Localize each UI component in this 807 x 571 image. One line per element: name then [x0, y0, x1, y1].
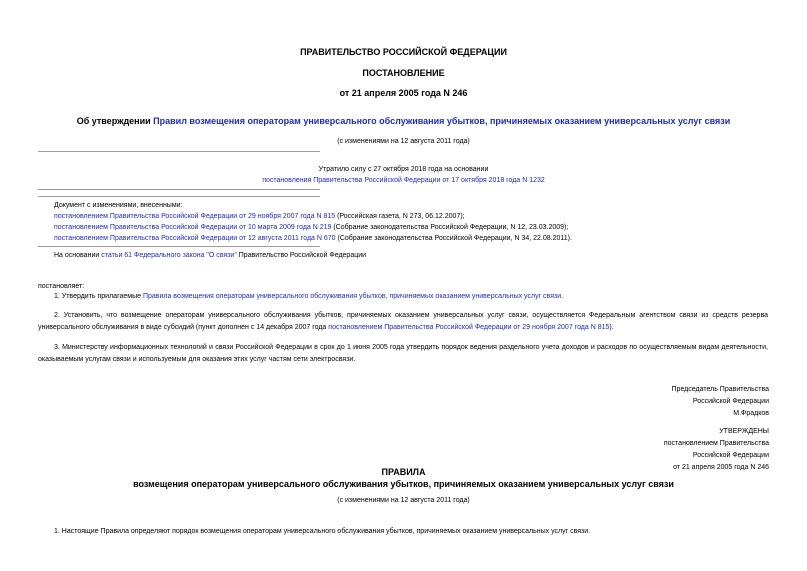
divider: [38, 246, 320, 247]
title-rules-link[interactable]: Правил возмещения операторам универсального обслуживания убытков, причиняемых оказанием универсальных услуг связи: [153, 116, 731, 126]
change-item-link[interactable]: постановлением Правительства Российской Федерации от 10 марта 2009 года N 219: [54, 224, 332, 231]
p2-decree-link[interactable]: постановлением Правительства Российской Федерации от 29 ноября 2007 года N 815: [328, 324, 610, 331]
signature-block: [672, 384, 769, 420]
expired-notice: Утратило силу с 27 октября 2018 года на основании: [318, 166, 489, 173]
signature-line: Российской Федерации: [692, 398, 769, 405]
change-item: [54, 235, 572, 242]
divider: [38, 189, 320, 190]
divider: [38, 151, 320, 152]
change-item: [54, 213, 465, 220]
legal-basis: [54, 252, 366, 259]
change-item-source: (Собрание законодательства Российской Федерации, N 12, 23.03.2009);: [331, 224, 569, 231]
document-title: [0, 116, 807, 126]
changes-intro: Документ с изменениями, внесенными:: [54, 202, 183, 209]
divider: [38, 196, 320, 197]
signature-line: Председатель Правительства: [671, 386, 769, 393]
paragraph-1: [54, 293, 563, 300]
approved-line: постановлением Правительства: [663, 440, 769, 447]
approved-line: от 21 апреля 2005 года N 246: [673, 464, 769, 471]
p3-text: 3. Министерству информационных технологий и связи Российской Федерации в срок до 1 июня 2005 года утвердить порядок ведения раздельного учета доходов и расходов по осуществляемым видам деятельности, оказываемым услугам связи и используемым для оказания этих услуг частям сети электросвязи.: [38, 344, 768, 363]
change-item: [54, 224, 568, 231]
document-type: ПОСТАНОВЛЕНИЕ: [362, 68, 445, 78]
document-date-number: от 21 апреля 2005 года N 246: [339, 88, 468, 98]
rules-amended-note: (с изменениями на 12 августа 2011 года): [337, 497, 470, 504]
title-prefix: Об утверждении: [76, 116, 154, 126]
decrees-word: постановляет:: [38, 283, 85, 290]
change-item-link[interactable]: постановлением Правительства Российской Федерации от 12 августа 2011 года N 670: [54, 235, 336, 242]
basis-prefix: На основании: [54, 252, 102, 259]
paragraph-2: [38, 310, 768, 334]
change-item-source: (Российская газета, N 273, 06.12.2007);: [335, 213, 465, 220]
law-article-link[interactable]: статьи 61 Федерального закона "О связи": [101, 252, 237, 259]
expired-decree-link[interactable]: постановления Правительства Российской Федерации от 17 октября 2018 года N 1232: [262, 177, 545, 184]
approved-line: Российской Федерации: [692, 452, 769, 459]
signature-name: М.Фрадков: [733, 410, 769, 417]
rules-subtitle: возмещения операторам универсального обслуживания убытков, причиняемых оказанием универсальных услуг связи: [133, 479, 674, 489]
government-heading: ПРАВИТЕЛЬСТВО РОССИЙСКОЙ ФЕДЕРАЦИИ: [300, 47, 507, 57]
p2-text: 2. Установить, что возмещение операторам универсального обслуживания убытков, причиняемых оказанием универсальных услуг связи, осуществляется Федеральным агентством связи из средств резерва универсального обслуживания в виде субсидий (пункт дополнен с 14 декабря 2007 года: [38, 312, 768, 331]
basis-suffix: Правительство Российской Федерации: [236, 252, 367, 259]
rules-title: ПРАВИЛА: [381, 467, 426, 477]
paragraph-3: [38, 342, 768, 366]
p2-suffix: ).: [609, 324, 614, 331]
p1-rules-link[interactable]: Правила возмещения операторам универсального обслуживания убытков, причиняемых оказанием универсальных услуг связи: [142, 293, 562, 300]
amended-note: (с изменениями на 12 августа 2011 года): [337, 138, 470, 145]
change-item-link[interactable]: постановлением Правительства Российской Федерации от 29 ноября 2007 года N 815: [54, 213, 336, 220]
p1-prefix: 1. Утвердить прилагаемые: [54, 293, 143, 300]
rules-item-1: 1. Настоящие Правила определяют порядок возмещения операторам универсального обслуживания убытков, причиняемых оказанием универсальных услуг связи.: [54, 528, 591, 535]
p1-suffix: .: [561, 293, 564, 300]
approved-line: УТВЕРЖДЕНЫ: [719, 428, 769, 435]
change-item-source: (Собрание законодательства Российской Федерации, N 34, 22.08.2011).: [335, 235, 572, 242]
